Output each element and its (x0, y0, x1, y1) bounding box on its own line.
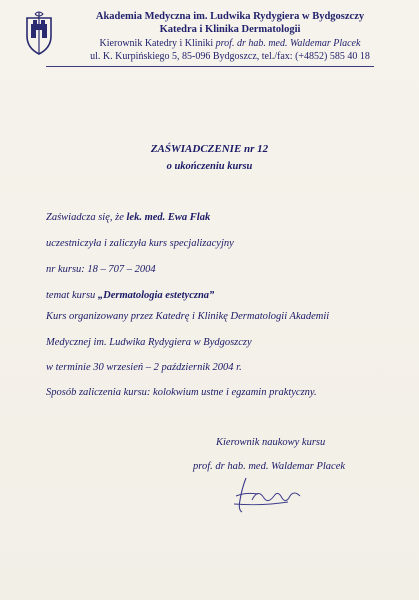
signatory-name: prof. dr hab. med. Waldemar Placek (193, 461, 346, 472)
organizer-line-2: Medycznej im. Ludwika Rydygiera w Bydgoszczy (46, 337, 252, 348)
header-institution: Akademia Medyczna im. Ludwika Rydygiera w Bydgoszczy (95, 11, 365, 22)
header-address: ul. K. Kurpińskiego 5, 85-096 Bydgoszcz, tel./fax: (+4852) 585 40 18 (90, 51, 370, 62)
attest-prefix: Zaświadcza się, że (46, 212, 124, 223)
course-topic: „Dermatologia estetyczna” (97, 290, 215, 301)
attest-line (46, 212, 210, 223)
header-department: Katedra i Klinika Dermatologii (159, 24, 301, 35)
course-dates: w terminie 30 wrzesień – 2 październik 2004 r. (46, 362, 242, 373)
person-name: lek. med. Ewa Flak (126, 212, 211, 223)
header-divider (46, 66, 374, 67)
course-number: nr kursu: 18 – 707 – 2004 (46, 264, 156, 275)
topic-prefix: temat kursu (46, 290, 96, 301)
header-head-label: Kierownik Katedry i Kliniki (99, 38, 214, 49)
academy-logo-icon (24, 10, 54, 56)
certificate-title: ZAŚWIADCZENIE nr 12 (150, 143, 269, 155)
organizer-line-1: Kurs organizowany przez Katedrę i Klinikę Dermatologii Akademii (46, 311, 330, 322)
participation-line: uczestniczyła i zaliczyła kurs specjalizacyjny (46, 238, 234, 249)
assessment-method: Sposób zaliczenia kursu: kolokwium ustne i egzamin praktyczny. (46, 387, 317, 398)
header-head (60, 38, 400, 49)
topic-line (46, 290, 214, 301)
signatory-role: Kierownik naukowy kursu (216, 437, 326, 448)
certificate-subtitle: o ukończeniu kursu (166, 161, 253, 172)
handwritten-signature-icon (232, 474, 308, 514)
header-head-name: prof. dr hab. med. Waldemar Placek (215, 38, 361, 49)
